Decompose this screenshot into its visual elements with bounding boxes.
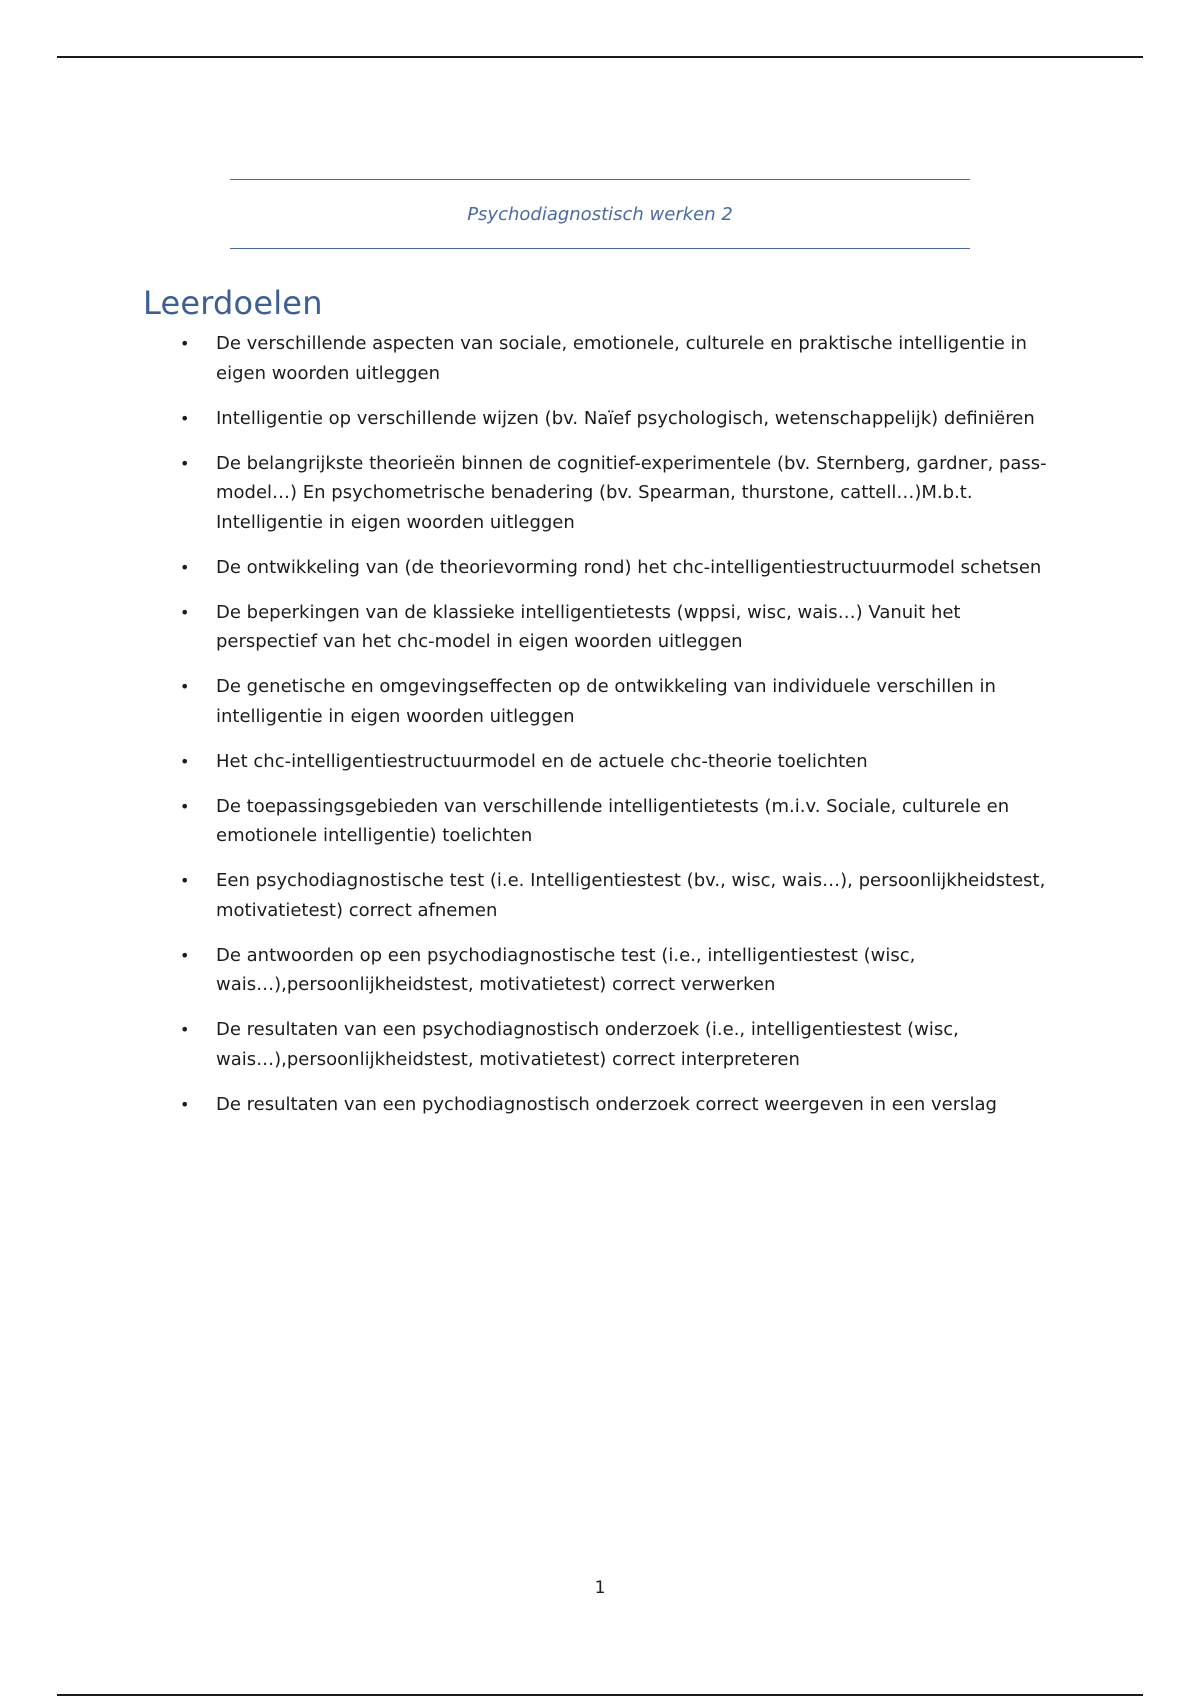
page-number: 1: [594, 1578, 606, 1598]
bullet-icon: •: [180, 945, 190, 965]
list-item: [180, 1090, 1060, 1120]
learning-goals-list: [180, 329, 1060, 1135]
goal-text: De resultaten van een psychodiagnostisch onderzoek (i.e., intelligentiestest (wisc, wais…),persoonlijkheidstest, motivatietest) correct interpreteren: [216, 1019, 959, 1070]
goal-text: De belangrijkste theorieën binnen de cognitief-experimentele (bv. Sternberg, gardner, pass-model…) En psychometrische benadering (bv. Spearman, thurstone, cattell…)M.b.t. Intelligentie in eigen woorden uitleggen: [216, 452, 1047, 533]
page-bottom-rule: [57, 1694, 1143, 1696]
bullet-icon: •: [180, 751, 190, 771]
list-item: [180, 553, 1060, 583]
bullet-icon: •: [180, 408, 190, 428]
list-item: [180, 941, 1060, 1000]
goal-text: De antwoorden op een psychodiagnostische test (i.e., intelligentiestest (wisc, wais…),persoonlijkheidstest, motivatietest) correct verwerken: [216, 944, 916, 995]
document-title-block: [230, 179, 970, 249]
section-heading-leerdoelen: Leerdoelen: [143, 284, 323, 322]
goal-text: De ontwikkeling van (de theorievorming rond) het chc-intelligentiestructuurmodel schetsen: [216, 556, 1042, 578]
goal-text: Een psychodiagnostische test (i.e. Intelligentiestest (bv., wisc, wais…), persoonlijkheidstest, motivatietest) correct afnemen: [216, 870, 1046, 921]
goal-text: De toepassingsgebieden van verschillende intelligentietests (m.i.v. Sociale, culturele en emotionele intelligentie) toelichten: [216, 795, 1010, 846]
list-item: [180, 1015, 1060, 1074]
goal-text: De beperkingen van de klassieke intelligentietests (wppsi, wisc, wais…) Vanuit het perspectief van het chc-model in eigen woorden uitleggen: [216, 601, 961, 652]
bullet-icon: •: [180, 557, 190, 577]
goal-text: De resultaten van een pychodiagnostisch onderzoek correct weergeven in een verslag: [216, 1093, 997, 1115]
bullet-icon: •: [180, 1020, 190, 1039]
bullet-icon: •: [180, 334, 190, 353]
bullet-icon: •: [180, 871, 190, 890]
list-item: [180, 866, 1060, 925]
bullet-icon: •: [180, 677, 190, 696]
goal-text: Het chc-intelligentiestructuurmodel en de actuele chc-theorie toelichten: [216, 750, 868, 772]
page-top-rule: [57, 56, 1143, 58]
list-item: [180, 598, 1060, 657]
list-item: [180, 404, 1060, 434]
bullet-icon: •: [180, 453, 190, 473]
bullet-icon: •: [180, 602, 190, 622]
goal-text: De genetische en omgevingseffecten op de ontwikkeling van individuele verschillen in intelligentie in eigen woorden uitleggen: [216, 676, 996, 727]
document-title: Psychodiagnostisch werken 2: [467, 203, 733, 225]
list-item: [180, 792, 1060, 851]
list-item: [180, 329, 1060, 388]
goal-text: De verschillende aspecten van sociale, emotionele, culturele en praktische intelligentie in eigen woorden uitleggen: [216, 333, 1027, 384]
goal-text: Intelligentie op verschillende wijzen (bv. Naïef psychologisch, wetenschappelijk) definiëren: [216, 407, 1035, 429]
list-item: [180, 747, 1060, 777]
bullet-icon: •: [180, 796, 190, 816]
list-item: [180, 672, 1060, 731]
list-item: [180, 449, 1060, 538]
bullet-icon: •: [180, 1094, 190, 1114]
